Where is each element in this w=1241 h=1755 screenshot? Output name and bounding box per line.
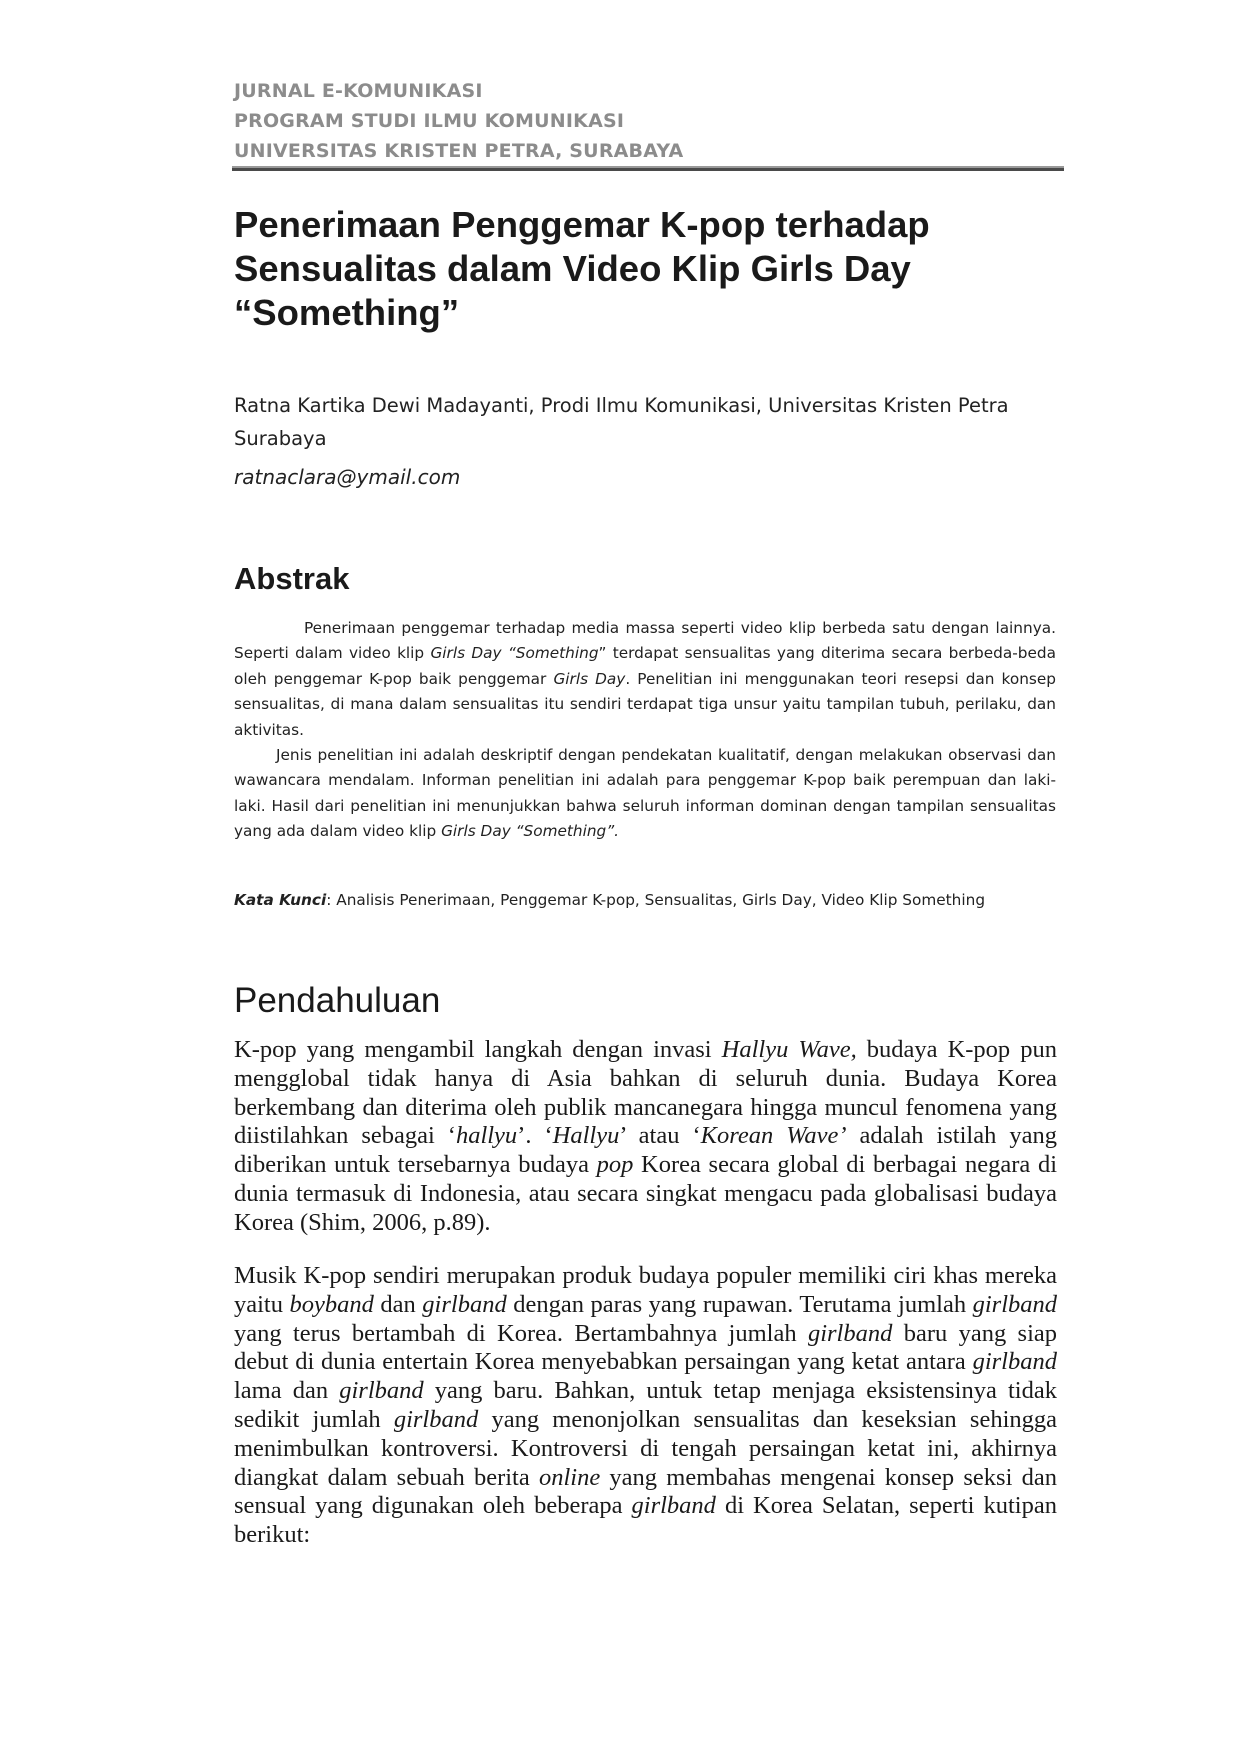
text-run: yang baru. Bahkan, untuk tetap menjaga eksistensinya tidak sedikit jumlah: [234, 1377, 1057, 1433]
introduction-heading: Pendahuluan: [234, 981, 441, 1020]
introduction-paragraph-1-block: [234, 1036, 1057, 1238]
keywords-text: : Analisis Penerimaan, Penggemar K-pop, Sensualitas, Girls Day, Video Klip Something: [326, 891, 986, 909]
italic-run: Hallyu: [552, 1122, 620, 1150]
paper-title: [234, 203, 1064, 335]
abstract-heading: Abstrak: [234, 561, 350, 596]
italic-run: girlband: [393, 1405, 479, 1433]
text-run: . Penelitian ini menggunakan teori resepsi dan konsep sensualitas, di mana dalam sensualitas itu sendiri terdapat tiga unsur yaitu tampilan tubuh, perilaku, dan aktivitas.: [234, 669, 1056, 739]
italic-run: girlband: [422, 1290, 507, 1318]
italic-run: hallyu: [455, 1122, 518, 1150]
author-email: ratnaclara@ymail.com: [234, 465, 461, 489]
italic-run: girlband: [807, 1319, 893, 1347]
study-program: PROGRAM STUDI ILMU KOMUNIKASI: [234, 110, 625, 132]
introduction-paragraph-1: [234, 1036, 1057, 1238]
journal-name: JURNAL E-KOMUNIKASI: [234, 80, 483, 102]
introduction-paragraph-2: [234, 1262, 1057, 1550]
author-line-1: Ratna Kartika Dewi Madayanti, Prodi Ilmu Komunikasi, Universitas Kristen Petra: [234, 394, 1009, 417]
text-run: baru yang siap debut di dunia entertain Korea menyebabkan persaingan yang ketat antara: [234, 1319, 1057, 1376]
italic-run: online: [538, 1463, 601, 1491]
text-run: K-pop yang mengambil langkah dengan invasi: [234, 1036, 722, 1063]
text-run: ’. ‘: [517, 1122, 553, 1150]
title-line-1: Penerimaan Penggemar K-pop terhadap: [234, 204, 930, 245]
abstract-body: [234, 616, 1056, 845]
text-run: Musik K-pop sendiri merupakan produk budaya populer memiliki ciri khas mereka yaitu: [234, 1262, 1057, 1318]
abstract-paragraph-1: [234, 616, 1056, 743]
text-run: di Korea Selatan, seperti kutipan berikut:: [234, 1492, 1057, 1549]
author-affiliation: [234, 389, 1064, 455]
italic-run: girlband: [339, 1377, 424, 1405]
italic-run: pop: [596, 1151, 634, 1179]
italic-run: Korean Wave’: [700, 1122, 847, 1150]
italic-run: girlband: [972, 1348, 1057, 1376]
italic-run: boyband: [289, 1290, 374, 1318]
text-run: dengan paras yang rupawan. Terutama jumlah: [506, 1290, 973, 1318]
author-line-2: Surabaya: [234, 427, 327, 450]
keywords-label: Kata Kunci: [234, 891, 327, 909]
text-run: budaya K-pop pun mengglobal tidak hanya di Asia bahkan di seluruh dunia. Budaya Korea berkembang dan diterima oleh publik mancanegara hingga muncul fenomena yang diistilahkan sebagai ‘: [234, 1036, 1057, 1150]
text-run: Jenis penelitian ini adalah deskriptif dengan pendekatan kualitatif, dengan melakukan observasi dan wawancara mendalam. Informan penelitian ini adalah para penggemar K-pop baik perempuan dan laki-laki. Hasil dari penelitian ini menunjukkan bahwa seluruh informan dominan dengan tampilan sensualitas yang ada dalam video klip: [234, 746, 1056, 841]
text-run: yang terus bertambah di Korea. Bertambahnya jumlah: [234, 1319, 808, 1347]
text-run: ’ atau ‘: [619, 1122, 701, 1150]
text-run: yang membahas mengenai konsep seksi dan sensual yang digunakan oleh beberapa: [234, 1463, 1057, 1520]
title-line-3: “Something”: [234, 292, 460, 333]
italic-run: Hallyu Wave,: [721, 1036, 857, 1063]
text-run: dan: [373, 1290, 423, 1318]
italic-run: girlband: [631, 1492, 716, 1520]
text-run: adalah istilah yang diberikan untuk tersebarnya budaya: [234, 1122, 1057, 1179]
journal-header: [234, 76, 1064, 166]
abstract-paragraph-2: [234, 743, 1056, 845]
header-divider: [232, 166, 1064, 171]
text-run: lama dan: [234, 1377, 340, 1405]
text-run: ” terdapat sensualitas yang diterima secara berbeda-beda oleh penggemar K-pop baik penggemar: [234, 644, 1056, 688]
italic-run: Girls Day “Something: [430, 644, 599, 663]
university: UNIVERSITAS KRISTEN PETRA, SURABAYA: [234, 140, 684, 162]
italic-run: girlband: [972, 1290, 1058, 1318]
italic-run: Girls Day “Something”.: [441, 822, 620, 841]
keywords: [234, 888, 1064, 912]
text-run: Korea secara global di berbagai negara di dunia termasuk di Indonesia, atau secara singkat mengacu pada globalisasi budaya Korea (Shim, 2006, p.89).: [234, 1151, 1058, 1236]
introduction-paragraph-2-block: [234, 1262, 1057, 1550]
text-run: Penerimaan penggemar terhadap media massa seperti video klip berbeda satu dengan lainnya. Seperti dalam video klip: [234, 619, 1056, 663]
italic-run: Girls Day: [553, 669, 626, 688]
title-line-2: Sensualitas dalam Video Klip Girls Day: [234, 248, 911, 289]
text-run: yang menonjolkan sensualitas dan keseksian sehingga menimbulkan kontroversi. Kontroversi di tengah persaingan ketat ini, akhirnya diangkat dalam sebuah berita: [234, 1405, 1057, 1491]
